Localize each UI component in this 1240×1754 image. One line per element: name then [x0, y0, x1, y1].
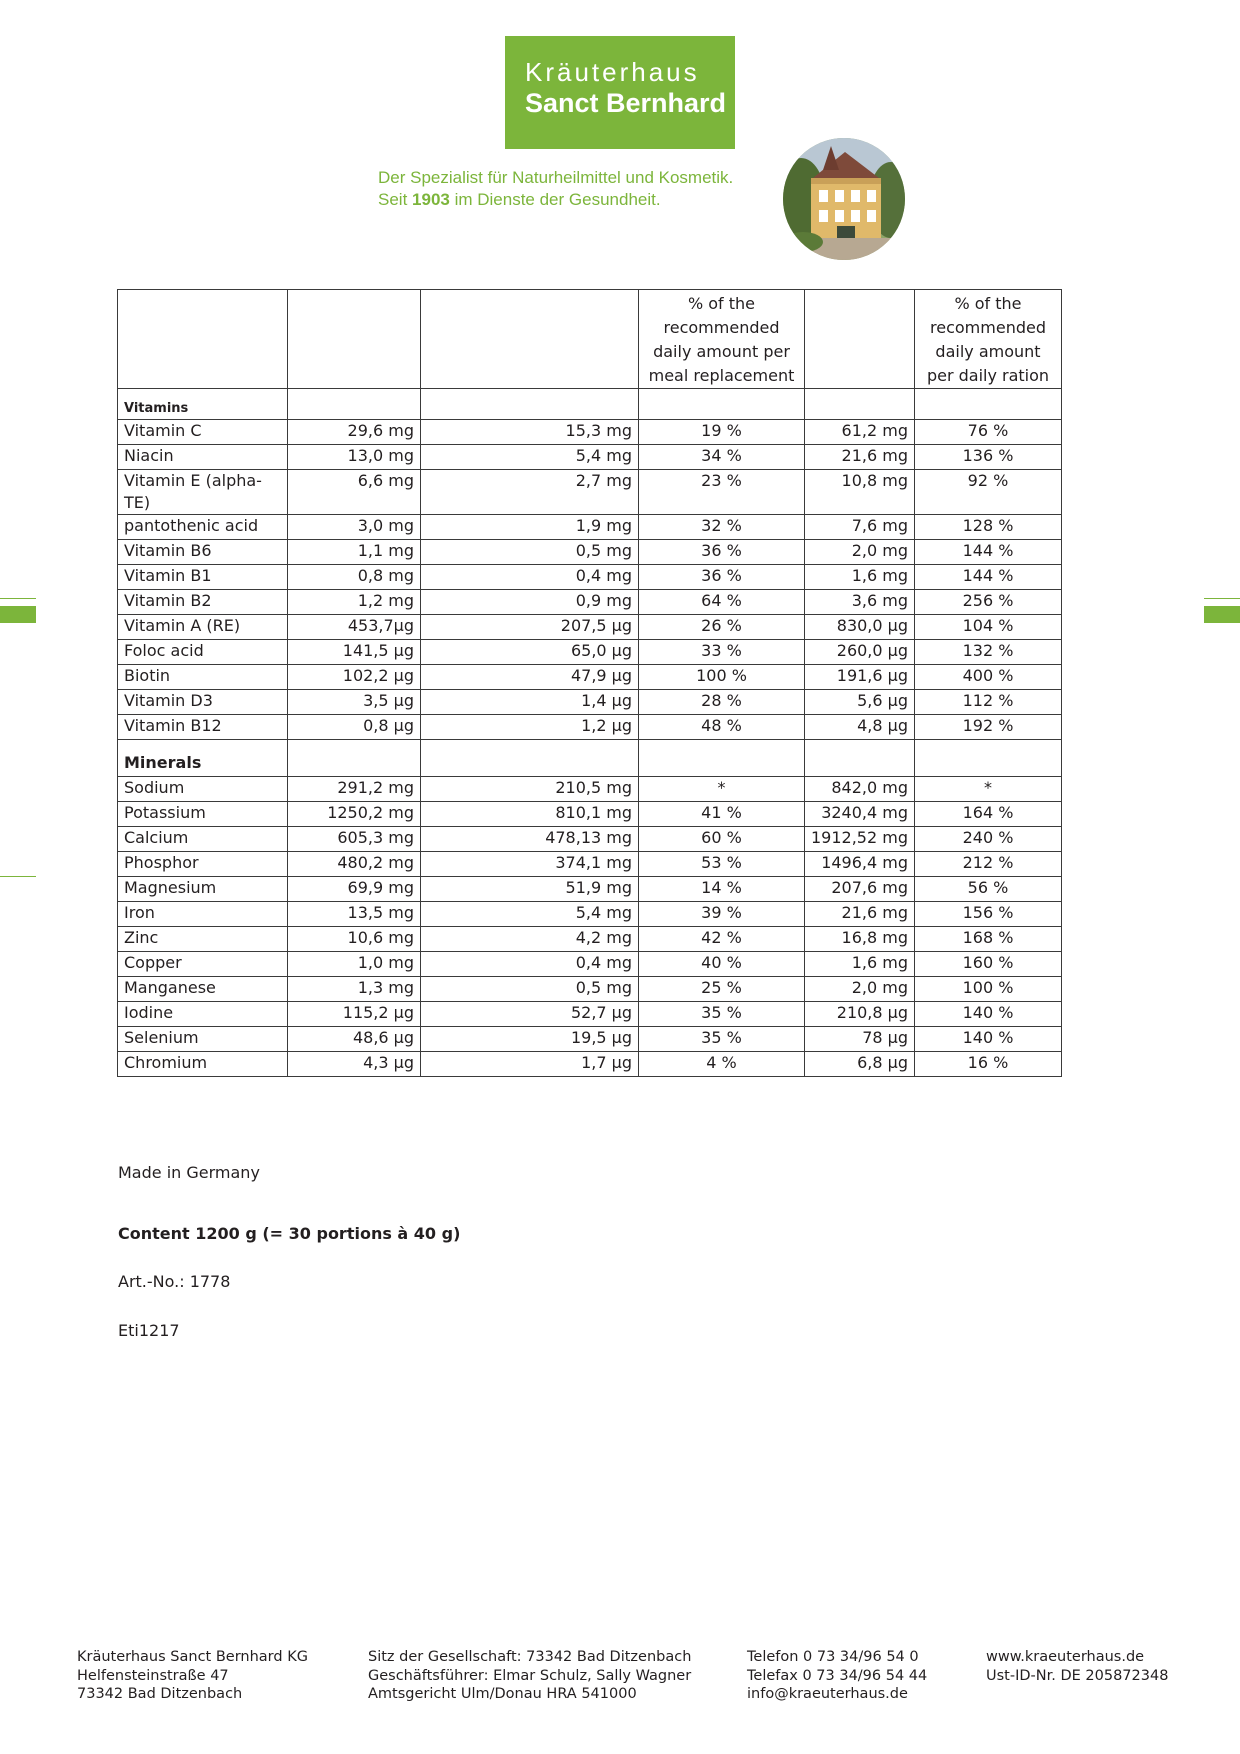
value-cell: 1,6 mg: [805, 952, 915, 977]
footer-legal: [368, 1648, 691, 1704]
value-cell: 7,6 mg: [805, 515, 915, 540]
value-cell: 144 %: [915, 565, 1062, 590]
table-row: [118, 640, 1062, 665]
tagline-year: 1903: [412, 190, 450, 209]
value-cell: 15,3 mg: [421, 420, 639, 445]
value-cell: 112 %: [915, 690, 1062, 715]
value-cell: 207,5 µg: [421, 615, 639, 640]
nutrient-name-cell: Vitamin D3: [118, 690, 288, 715]
value-cell: 374,1 mg: [421, 852, 639, 877]
margin-mark-left-bar: [0, 606, 36, 623]
nutrient-name-cell: Copper: [118, 952, 288, 977]
footer-line: Helfensteinstraße 47: [77, 1667, 229, 1684]
section-label-cell: [118, 389, 288, 420]
brand-line-2: Sanct Bernhard: [525, 88, 727, 118]
table-row: [118, 877, 1062, 902]
value-cell: 13,5 mg: [288, 902, 421, 927]
nutrition-table: [117, 289, 1062, 1077]
value-cell: 14 %: [639, 877, 805, 902]
value-cell: 6,8 µg: [805, 1052, 915, 1077]
value-cell: 48,6 µg: [288, 1027, 421, 1052]
section-row-minerals: [118, 740, 1062, 777]
value-cell: 65,0 µg: [421, 640, 639, 665]
value-cell: 100 %: [639, 665, 805, 690]
value-cell: 0,4 mg: [421, 565, 639, 590]
value-cell: 400 %: [915, 665, 1062, 690]
value-cell: 164 %: [915, 802, 1062, 827]
nutrient-name-cell: Biotin: [118, 665, 288, 690]
value-cell: 60 %: [639, 827, 805, 852]
table-row: [118, 927, 1062, 952]
value-cell: 48 %: [639, 715, 805, 740]
value-cell: 842,0 mg: [805, 777, 915, 802]
value-cell: 1,4 µg: [421, 690, 639, 715]
nutrient-name-cell: Vitamin B12: [118, 715, 288, 740]
empty-cell: [421, 389, 639, 420]
nutrient-name-cell: Vitamin A (RE): [118, 615, 288, 640]
value-cell: 4,8 µg: [805, 715, 915, 740]
value-cell: 207,6 mg: [805, 877, 915, 902]
value-cell: 28 %: [639, 690, 805, 715]
footer-email-link[interactable]: info@kraeuterhaus.de: [747, 1686, 908, 1702]
value-cell: 92 %: [915, 470, 1062, 515]
value-cell: 26 %: [639, 615, 805, 640]
value-cell: 810,1 mg: [421, 802, 639, 827]
value-cell: 56 %: [915, 877, 1062, 902]
footer-company: [77, 1648, 308, 1704]
tagline-pre: Seit: [378, 190, 413, 209]
value-cell: 132 %: [915, 640, 1062, 665]
value-cell: 42 %: [639, 927, 805, 952]
value-cell: 480,2 mg: [288, 852, 421, 877]
value-cell: 36 %: [639, 540, 805, 565]
table-row: [118, 1052, 1062, 1077]
margin-mark-right-bar: [1204, 606, 1240, 623]
table-row: [118, 420, 1062, 445]
value-cell: 2,7 mg: [421, 470, 639, 515]
table-row: [118, 715, 1062, 740]
value-cell: 21,6 mg: [805, 902, 915, 927]
table-row: [118, 952, 1062, 977]
nutrient-name-cell: Iron: [118, 902, 288, 927]
value-cell: 605,3 mg: [288, 827, 421, 852]
label-code: Eti1217: [118, 1321, 180, 1340]
footer-contact: [747, 1648, 927, 1704]
table-row: [118, 470, 1062, 515]
table-row: [118, 1002, 1062, 1027]
empty-cell: [288, 740, 421, 777]
table-row: [118, 665, 1062, 690]
nutrient-name-cell: Phosphor: [118, 852, 288, 877]
tagline-line-1: Der Spezialist für Naturheilmittel und Kosmetik.: [378, 168, 734, 187]
table-row: [118, 777, 1062, 802]
value-cell: *: [639, 777, 805, 802]
footer-line: 73342 Bad Ditzenbach: [77, 1686, 243, 1702]
table-row: [118, 827, 1062, 852]
nutrient-name-cell: Niacin: [118, 445, 288, 470]
value-cell: 0,4 mg: [421, 952, 639, 977]
margin-mark-left-line-2: [0, 876, 36, 877]
made-in-note: Made in Germany: [118, 1163, 260, 1182]
value-cell: 41 %: [639, 802, 805, 827]
value-cell: 191,6 µg: [805, 665, 915, 690]
value-cell: 128 %: [915, 515, 1062, 540]
footer-phone: Telefon 0 73 34/96 54 0: [747, 1649, 919, 1665]
empty-cell: [915, 740, 1062, 777]
value-cell: 21,6 mg: [805, 445, 915, 470]
header-cell: [421, 290, 639, 389]
value-cell: 1,7 µg: [421, 1052, 639, 1077]
value-cell: 156 %: [915, 902, 1062, 927]
section-label: Vitamins: [124, 401, 189, 416]
value-cell: 210,5 mg: [421, 777, 639, 802]
value-cell: 478,13 mg: [421, 827, 639, 852]
value-cell: 0,5 mg: [421, 540, 639, 565]
value-cell: 19,5 µg: [421, 1027, 639, 1052]
value-cell: 2,0 mg: [805, 977, 915, 1002]
value-cell: 13,0 mg: [288, 445, 421, 470]
nutrient-name-cell: Vitamin C: [118, 420, 288, 445]
empty-cell: [639, 740, 805, 777]
value-cell: 102,2 µg: [288, 665, 421, 690]
table-row: [118, 445, 1062, 470]
value-cell: 260,0 µg: [805, 640, 915, 665]
value-cell: 168 %: [915, 927, 1062, 952]
value-cell: 136 %: [915, 445, 1062, 470]
value-cell: 0,9 mg: [421, 590, 639, 615]
value-cell: 1,2 µg: [421, 715, 639, 740]
table-row: [118, 690, 1062, 715]
header-cell: % of the recommended daily amount per daily ration: [915, 290, 1062, 389]
value-cell: 1,3 mg: [288, 977, 421, 1002]
value-cell: 10,8 mg: [805, 470, 915, 515]
nutrient-name-cell: Chromium: [118, 1052, 288, 1077]
value-cell: 5,4 mg: [421, 902, 639, 927]
value-cell: *: [915, 777, 1062, 802]
value-cell: 144 %: [915, 540, 1062, 565]
section-label-cell: [118, 740, 288, 777]
table-row: [118, 802, 1062, 827]
value-cell: 0,8 µg: [288, 715, 421, 740]
tagline-line-2: [378, 189, 733, 211]
value-cell: 51,9 mg: [421, 877, 639, 902]
value-cell: 4,3 µg: [288, 1052, 421, 1077]
value-cell: 61,2 mg: [805, 420, 915, 445]
value-cell: 212 %: [915, 852, 1062, 877]
value-cell: 5,6 µg: [805, 690, 915, 715]
value-cell: 141,5 µg: [288, 640, 421, 665]
value-cell: 47,9 µg: [421, 665, 639, 690]
value-cell: 78 µg: [805, 1027, 915, 1052]
value-cell: 140 %: [915, 1002, 1062, 1027]
footer-vat-id: Ust-ID-Nr. DE 205872348: [986, 1667, 1169, 1684]
value-cell: 1,2 mg: [288, 590, 421, 615]
table-row: [118, 515, 1062, 540]
nutrient-name-cell: Selenium: [118, 1027, 288, 1052]
value-cell: 104 %: [915, 615, 1062, 640]
value-cell: 4 %: [639, 1052, 805, 1077]
value-cell: 100 %: [915, 977, 1062, 1002]
nutrient-name-cell: Calcium: [118, 827, 288, 852]
value-cell: 6,6 mg: [288, 470, 421, 515]
value-cell: 1,0 mg: [288, 952, 421, 977]
value-cell: 3,6 mg: [805, 590, 915, 615]
value-cell: 36 %: [639, 565, 805, 590]
nutrient-name-cell: Manganese: [118, 977, 288, 1002]
value-cell: 76 %: [915, 420, 1062, 445]
empty-cell: [915, 389, 1062, 420]
company-building-image: [783, 138, 905, 260]
footer-line: Geschäftsführer: Elmar Schulz, Sally Wagner: [368, 1667, 692, 1684]
table-row: [118, 590, 1062, 615]
nutrient-name-cell: Vitamin E (alpha-TE): [118, 470, 288, 515]
empty-cell: [639, 389, 805, 420]
value-cell: 1496,4 mg: [805, 852, 915, 877]
brand-line-1: Kräuterhaus: [525, 57, 700, 87]
value-cell: 5,4 mg: [421, 445, 639, 470]
value-cell: 35 %: [639, 1002, 805, 1027]
value-cell: 23 %: [639, 470, 805, 515]
value-cell: 1250,2 mg: [288, 802, 421, 827]
footer-line: Sitz der Gesellschaft: 73342 Bad Ditzenbach: [368, 1649, 692, 1665]
value-cell: 16,8 mg: [805, 927, 915, 952]
nutrient-name-cell: Vitamin B6: [118, 540, 288, 565]
value-cell: 4,2 mg: [421, 927, 639, 952]
value-cell: 210,8 µg: [805, 1002, 915, 1027]
section-label: Minerals: [124, 753, 202, 772]
value-cell: 1912,52 mg: [805, 827, 915, 852]
section-row-vitamins: [118, 389, 1062, 420]
value-cell: 140 %: [915, 1027, 1062, 1052]
value-cell: 256 %: [915, 590, 1062, 615]
value-cell: 0,8 mg: [288, 565, 421, 590]
nutrient-name-cell: Iodine: [118, 1002, 288, 1027]
value-cell: 19 %: [639, 420, 805, 445]
value-cell: 34 %: [639, 445, 805, 470]
value-cell: 39 %: [639, 902, 805, 927]
value-cell: 830,0 µg: [805, 615, 915, 640]
header-cell: [288, 290, 421, 389]
nutrient-name-cell: Vitamin B2: [118, 590, 288, 615]
table-row: [118, 977, 1062, 1002]
nutrient-name-cell: Zinc: [118, 927, 288, 952]
value-cell: 33 %: [639, 640, 805, 665]
value-cell: 53 %: [639, 852, 805, 877]
value-cell: 10,6 mg: [288, 927, 421, 952]
value-cell: 1,9 mg: [421, 515, 639, 540]
value-cell: 3,5 µg: [288, 690, 421, 715]
empty-cell: [805, 740, 915, 777]
value-cell: 160 %: [915, 952, 1062, 977]
footer-website-link[interactable]: www.kraeuterhaus.de: [986, 1649, 1145, 1665]
article-number: Art.-No.: 1778: [118, 1272, 231, 1291]
value-cell: 52,7 µg: [421, 1002, 639, 1027]
footer-line: Kräuterhaus Sanct Bernhard KG: [77, 1649, 308, 1665]
table-row: [118, 565, 1062, 590]
table-row: [118, 540, 1062, 565]
tagline-post: im Dienste der Gesundheit.: [449, 190, 661, 209]
nutrient-name-cell: pantothenic acid: [118, 515, 288, 540]
nutrient-name-cell: Vitamin B1: [118, 565, 288, 590]
value-cell: 240 %: [915, 827, 1062, 852]
value-cell: 3,0 mg: [288, 515, 421, 540]
header-cell: % of the recommended daily amount per meal replacement: [639, 290, 805, 389]
value-cell: 0,5 mg: [421, 977, 639, 1002]
value-cell: 64 %: [639, 590, 805, 615]
value-cell: 35 %: [639, 1027, 805, 1052]
table-header-row: [118, 290, 1062, 389]
value-cell: 16 %: [915, 1052, 1062, 1077]
value-cell: 3240,4 mg: [805, 802, 915, 827]
value-cell: 25 %: [639, 977, 805, 1002]
footer-line: Amtsgericht Ulm/Donau HRA 541000: [368, 1686, 637, 1702]
nutrition-table-body: [118, 290, 1062, 1077]
header-cell: [805, 290, 915, 389]
value-cell: 40 %: [639, 952, 805, 977]
table-row: [118, 615, 1062, 640]
value-cell: 2,0 mg: [805, 540, 915, 565]
nutrient-name-cell: Magnesium: [118, 877, 288, 902]
header-cell: [118, 290, 288, 389]
value-cell: 1,1 mg: [288, 540, 421, 565]
value-cell: 32 %: [639, 515, 805, 540]
margin-mark-right-line: [1204, 598, 1240, 599]
empty-cell: [421, 740, 639, 777]
margin-mark-left-line: [0, 598, 36, 599]
table-row: [118, 1027, 1062, 1052]
footer-fax: Telefax 0 73 34/96 54 44: [747, 1667, 928, 1684]
content-note: Content 1200 g (= 30 portions à 40 g): [118, 1224, 461, 1243]
table-row: [118, 852, 1062, 877]
value-cell: 453,7µg: [288, 615, 421, 640]
value-cell: 115,2 µg: [288, 1002, 421, 1027]
brand-logo: [505, 36, 735, 149]
nutrient-name-cell: Potassium: [118, 802, 288, 827]
empty-cell: [288, 389, 421, 420]
empty-cell: [805, 389, 915, 420]
nutrient-name-cell: Foloc acid: [118, 640, 288, 665]
footer-web: [986, 1648, 1168, 1685]
table-row: [118, 902, 1062, 927]
value-cell: 69,9 mg: [288, 877, 421, 902]
nutrient-name-cell: Sodium: [118, 777, 288, 802]
value-cell: 192 %: [915, 715, 1062, 740]
value-cell: 1,6 mg: [805, 565, 915, 590]
tagline: [378, 167, 733, 211]
value-cell: 29,6 mg: [288, 420, 421, 445]
value-cell: 291,2 mg: [288, 777, 421, 802]
